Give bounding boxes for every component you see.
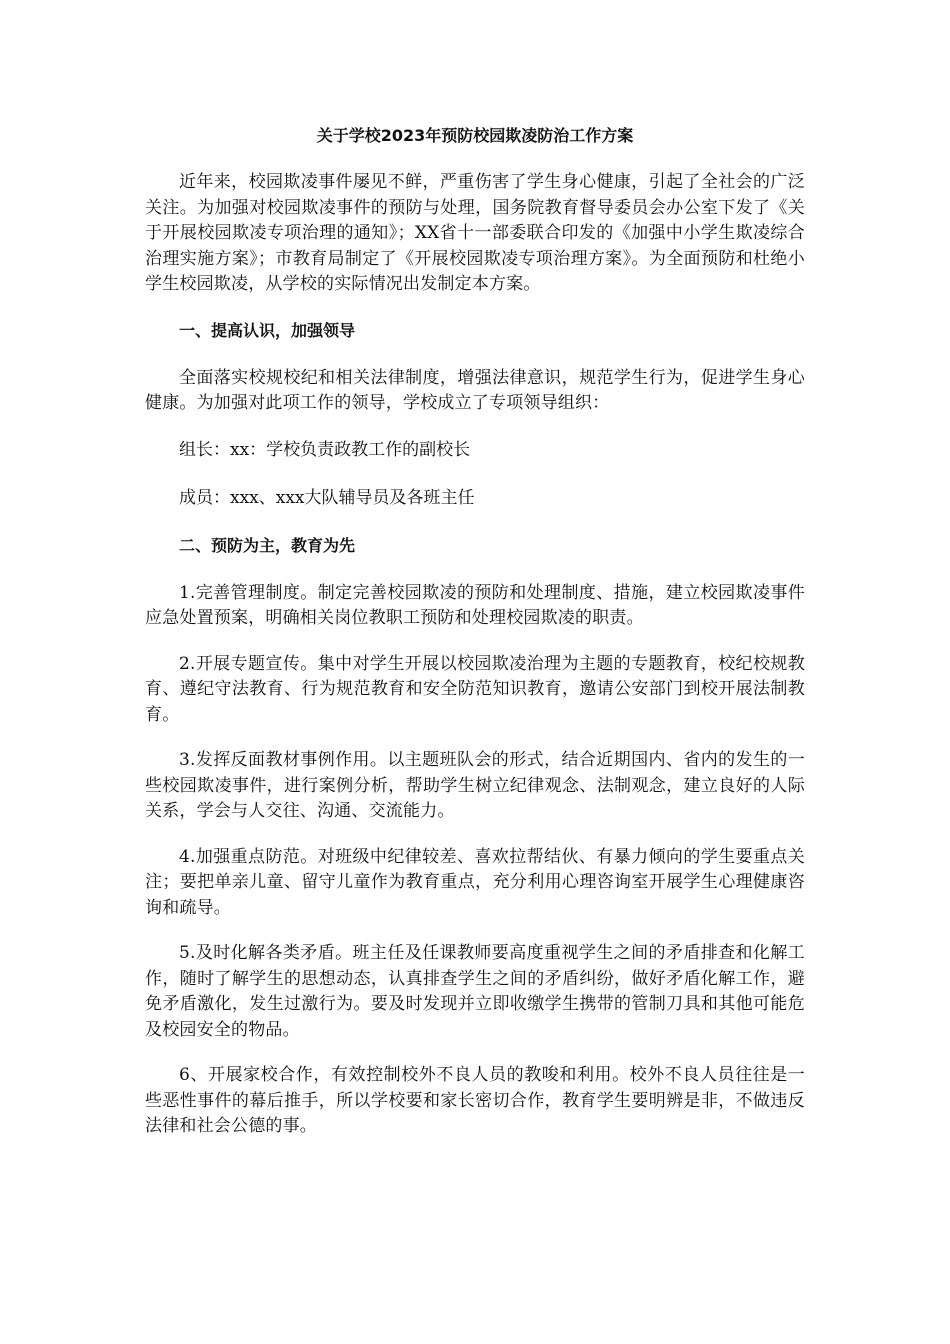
intro-paragraph: 近年来，校园欺凌事件屡见不鲜，严重伤害了学生身心健康，引起了全社会的广泛关注。为加强对校园欺凌事件的预防与处理，国务院教育督导委员会办公室下发了《关于开展校园欺凌专项治理的通知》；XX省十一部委联合印发的《加强中小学生欺凌综合治理实施方案》；市教育局制定了《开展校园欺凌专项治理方案》。为全面预防和杜绝小学生校园欺凌，从学校的实际情况出发制定本方案。 [145, 172, 805, 294]
section-2-item-3: 3.发挥反面教材事例作用。以主题班队会的形式，结合近期国内、省内的发生的一些校园欺凌事件，进行案例分析，帮助学生树立纪律观念、法制观念，建立良好的人际关系，学会与人交往、沟通、交流能力。 [145, 750, 805, 821]
section-1-heading: 一、提高认识，加强领导 [179, 320, 356, 340]
section-2-item-6: 6、开展家校合作，有效控制校外不良人员的教唆和利用。校外不良人员往往是一些恶性事件的幕后推手，所以学校要和家长密切合作，教育学生要明辨是非，不做违反法律和社会公德的事。 [145, 1065, 805, 1136]
members-line: 成员：xxx、xxx大队辅导员及各班主任 [179, 487, 475, 508]
document-body [145, 122, 805, 1160]
section-2-item-2: 2.开展专题宣传。集中对学生开展以校园欺凌治理为主题的专题教育，校纪校规教育、遵纪守法教育、行为规范教育和安全防范知识教育，邀请公安部门到校开展法制教育。 [145, 653, 805, 725]
section-2-item-4: 4.加强重点防范。对班级中纪律较差、喜欢拉帮结伙、有暴力倾向的学生要重点关注；要把单亲儿童、留守儿童作为教育重点，充分利用心理咨询室开展学生心理健康咨询和疏导。 [145, 846, 805, 918]
document-title: 关于学校2023年预防校园欺凌防治工作方案 [316, 126, 634, 145]
leader-line: 组长：xx：学校负责政教工作的副校长 [179, 439, 471, 460]
section-2-item-1: 1.完善管理制度。制定完善校园欺凌的预防和处理制度、措施，建立校园欺凌事件应急处置预案，明确相关岗位教职工预防和处理校园欺凌的职责。 [145, 582, 805, 628]
section-2-heading: 二、预防为主，教育为先 [179, 535, 356, 555]
section-1-paragraph: 全面落实校规校纪和相关法律制度，增强法律意识，规范学生行为，促进学生身心健康。为加强对此项工作的领导，学校成立了专项领导组织： [145, 367, 805, 413]
section-2-item-5: 5.及时化解各类矛盾。班主任及任课教师要高度重视学生之间的矛盾排查和化解工作，随时了解学生的思想动态，认真排查学生之间的矛盾纠纷，做好矛盾化解工作，避免矛盾激化，发生过激行为。要及时发现并立即收缴学生携带的管制刀具和其他可能危及校园安全的物品。 [145, 943, 805, 1040]
